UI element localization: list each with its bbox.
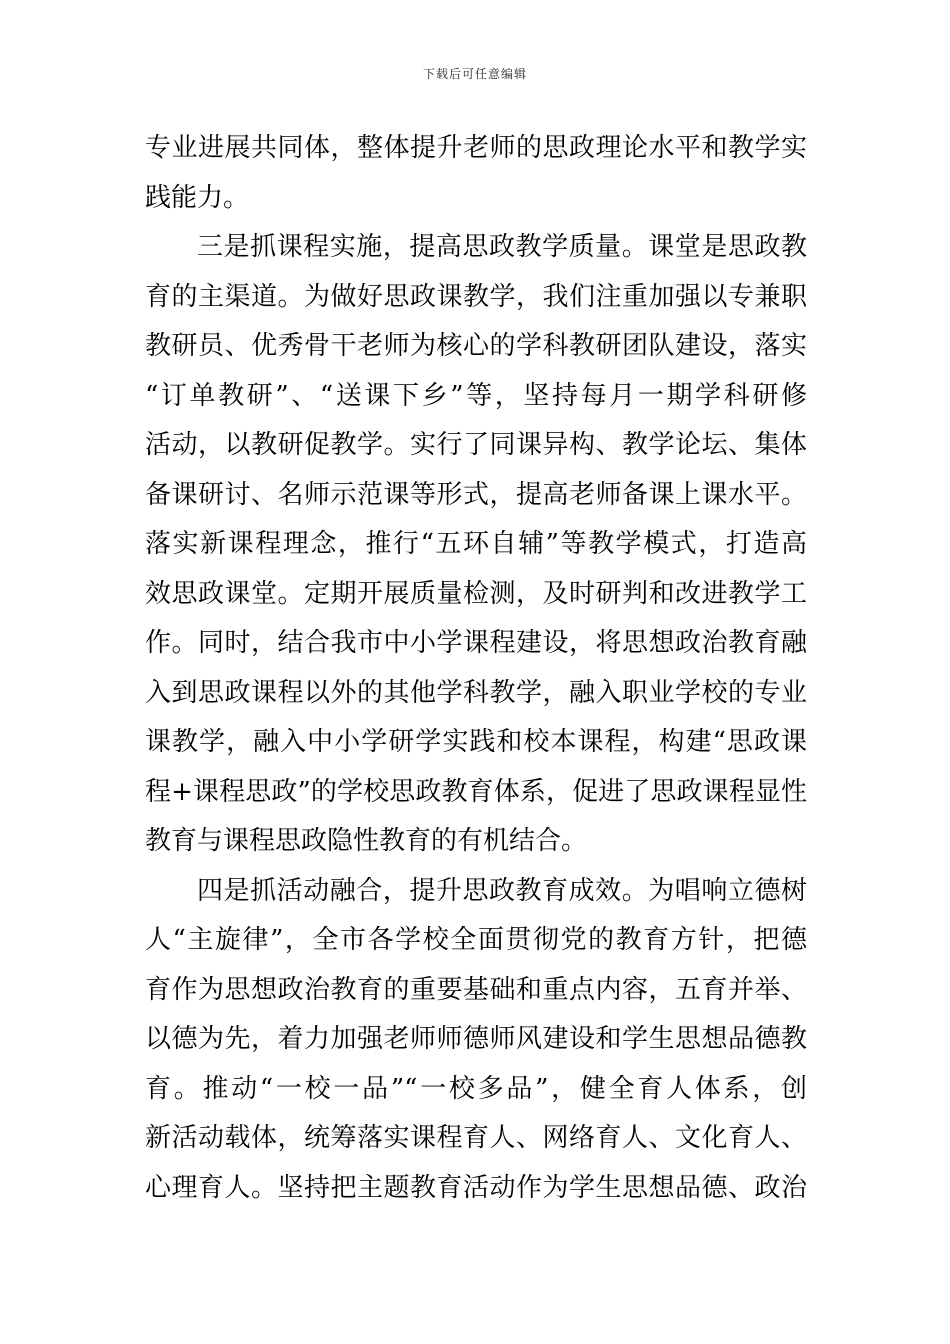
text-line: 育作为思想政治教育的重要基础和重点内容，五育并举、	[145, 974, 807, 1005]
text-line: 育。推动“一校一品”“一校多品”，健全育人体系，创	[145, 1073, 807, 1104]
text-line: 专业进展共同体，整体提升老师的思政理论水平和教学实	[145, 133, 807, 163]
text-line: 落实新课程理念，推行“五环自辅”等教学模式，打造高	[145, 529, 807, 559]
text-line: 程+课程思政”的学校思政教育体系，促进了思政课程显性	[145, 776, 807, 807]
text-line: 作。同时，结合我市中小学课程建设，将思想政治教育融	[145, 628, 807, 658]
page-header: 下载后可任意编辑	[422, 67, 527, 81]
text-line: 三是抓课程实施，提高思政教学质量。课堂是思政教	[197, 232, 807, 262]
text-line: 四是抓活动融合，提升思政教育成效。为唱响立德树	[197, 875, 807, 906]
text-line: 教研员、优秀骨干老师为核心的学科教研团队建设，落实	[145, 331, 807, 361]
text-line: 入到思政课程以外的其他学科教学，融入职业学校的专业	[145, 677, 807, 708]
text-line: 备课研讨、名师示范课等形式，提高老师备课上课水平。	[145, 479, 807, 510]
text-line: “订单教研”、“送课下乡”等，坚持每月一期学科研修	[145, 380, 807, 411]
text-line: 践能力。	[145, 182, 250, 213]
text-line: 课教学，融入中小学研学实践和校本课程，构建“思政课	[145, 727, 807, 757]
document-body	[145, 124, 807, 1213]
text-line: 以德为先，着力加强老师师德师风建设和学生思想品德教	[145, 1024, 807, 1054]
text-line: 人“主旋律”，全市各学校全面贯彻党的教育方针，把德	[145, 925, 807, 955]
text-line: 教育与课程思政隐性教育的有机结合。	[145, 826, 588, 856]
text-line: 新活动载体，统筹落实课程育人、网络育人、文化育人、	[145, 1123, 807, 1153]
text-line: 活动，以教研促教学。实行了同课异构、教学论坛、集体	[145, 430, 807, 460]
text-line: 效思政课堂。定期开展质量检测，及时研判和改进教学工	[145, 578, 807, 609]
text-line: 心理育人。坚持把主题教育活动作为学生思想品德、政治	[145, 1172, 807, 1203]
text-line: 育的主渠道。为做好思政课教学，我们注重加强以专兼职	[145, 281, 807, 312]
